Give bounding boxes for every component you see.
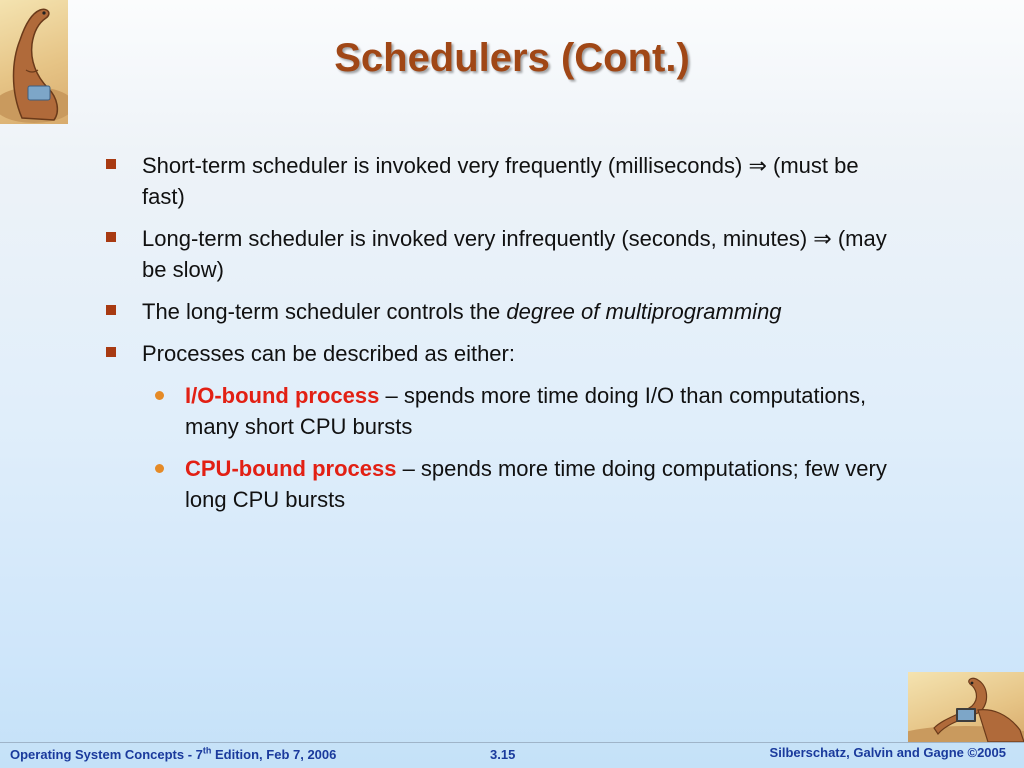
footer-book-info	[10, 746, 336, 764]
bullet-text: Short-term scheduler is invoked very frequently (milliseconds) ⇒ (must be fast)	[142, 153, 859, 209]
sub-bullet-item	[142, 453, 904, 515]
square-bullet-icon	[106, 232, 116, 242]
bullet-item	[104, 150, 904, 212]
bullet-item	[104, 223, 904, 285]
round-bullet-icon	[155, 391, 164, 400]
bullet-text: Long-term scheduler is invoked very infrequently (seconds, minutes) ⇒ (may be slow)	[142, 226, 887, 282]
sub-bullet-text: – spends more time doing computations; few very long CPU bursts	[185, 456, 887, 512]
round-bullet-icon	[155, 464, 164, 473]
sub-bullet-item	[142, 380, 904, 442]
bullet-italic-text: degree of multiprogramming	[506, 299, 782, 324]
footer-divider	[0, 742, 1024, 743]
slide-title: Schedulers (Cont.)	[334, 36, 690, 80]
square-bullet-icon	[106, 159, 116, 169]
bullet-list	[104, 150, 904, 526]
bullet-item	[104, 296, 904, 327]
sub-bullet-text: – spends more time doing I/O than computations, many short CPU bursts	[185, 383, 867, 439]
footer-copyright: Silberschatz, Galvin and Gagne ©2005	[769, 745, 1006, 760]
footer-edition-sup: th	[202, 745, 212, 756]
dinosaur-laptop-logo-icon	[908, 672, 1024, 742]
bullet-item	[104, 338, 904, 369]
bullet-text: The long-term scheduler controls the	[142, 299, 507, 324]
square-bullet-icon	[106, 347, 116, 357]
page-number: 3.15	[490, 747, 516, 762]
square-bullet-icon	[106, 305, 116, 315]
term-io-bound: I/O-bound process	[185, 383, 380, 408]
term-cpu-bound: CPU-bound process	[185, 456, 397, 481]
footer-book-title: Operating System Concepts - 7	[10, 747, 203, 762]
footer-edition-date: Edition, Feb 7, 2006	[211, 747, 337, 762]
bullet-text: Processes can be described as either:	[142, 341, 515, 366]
